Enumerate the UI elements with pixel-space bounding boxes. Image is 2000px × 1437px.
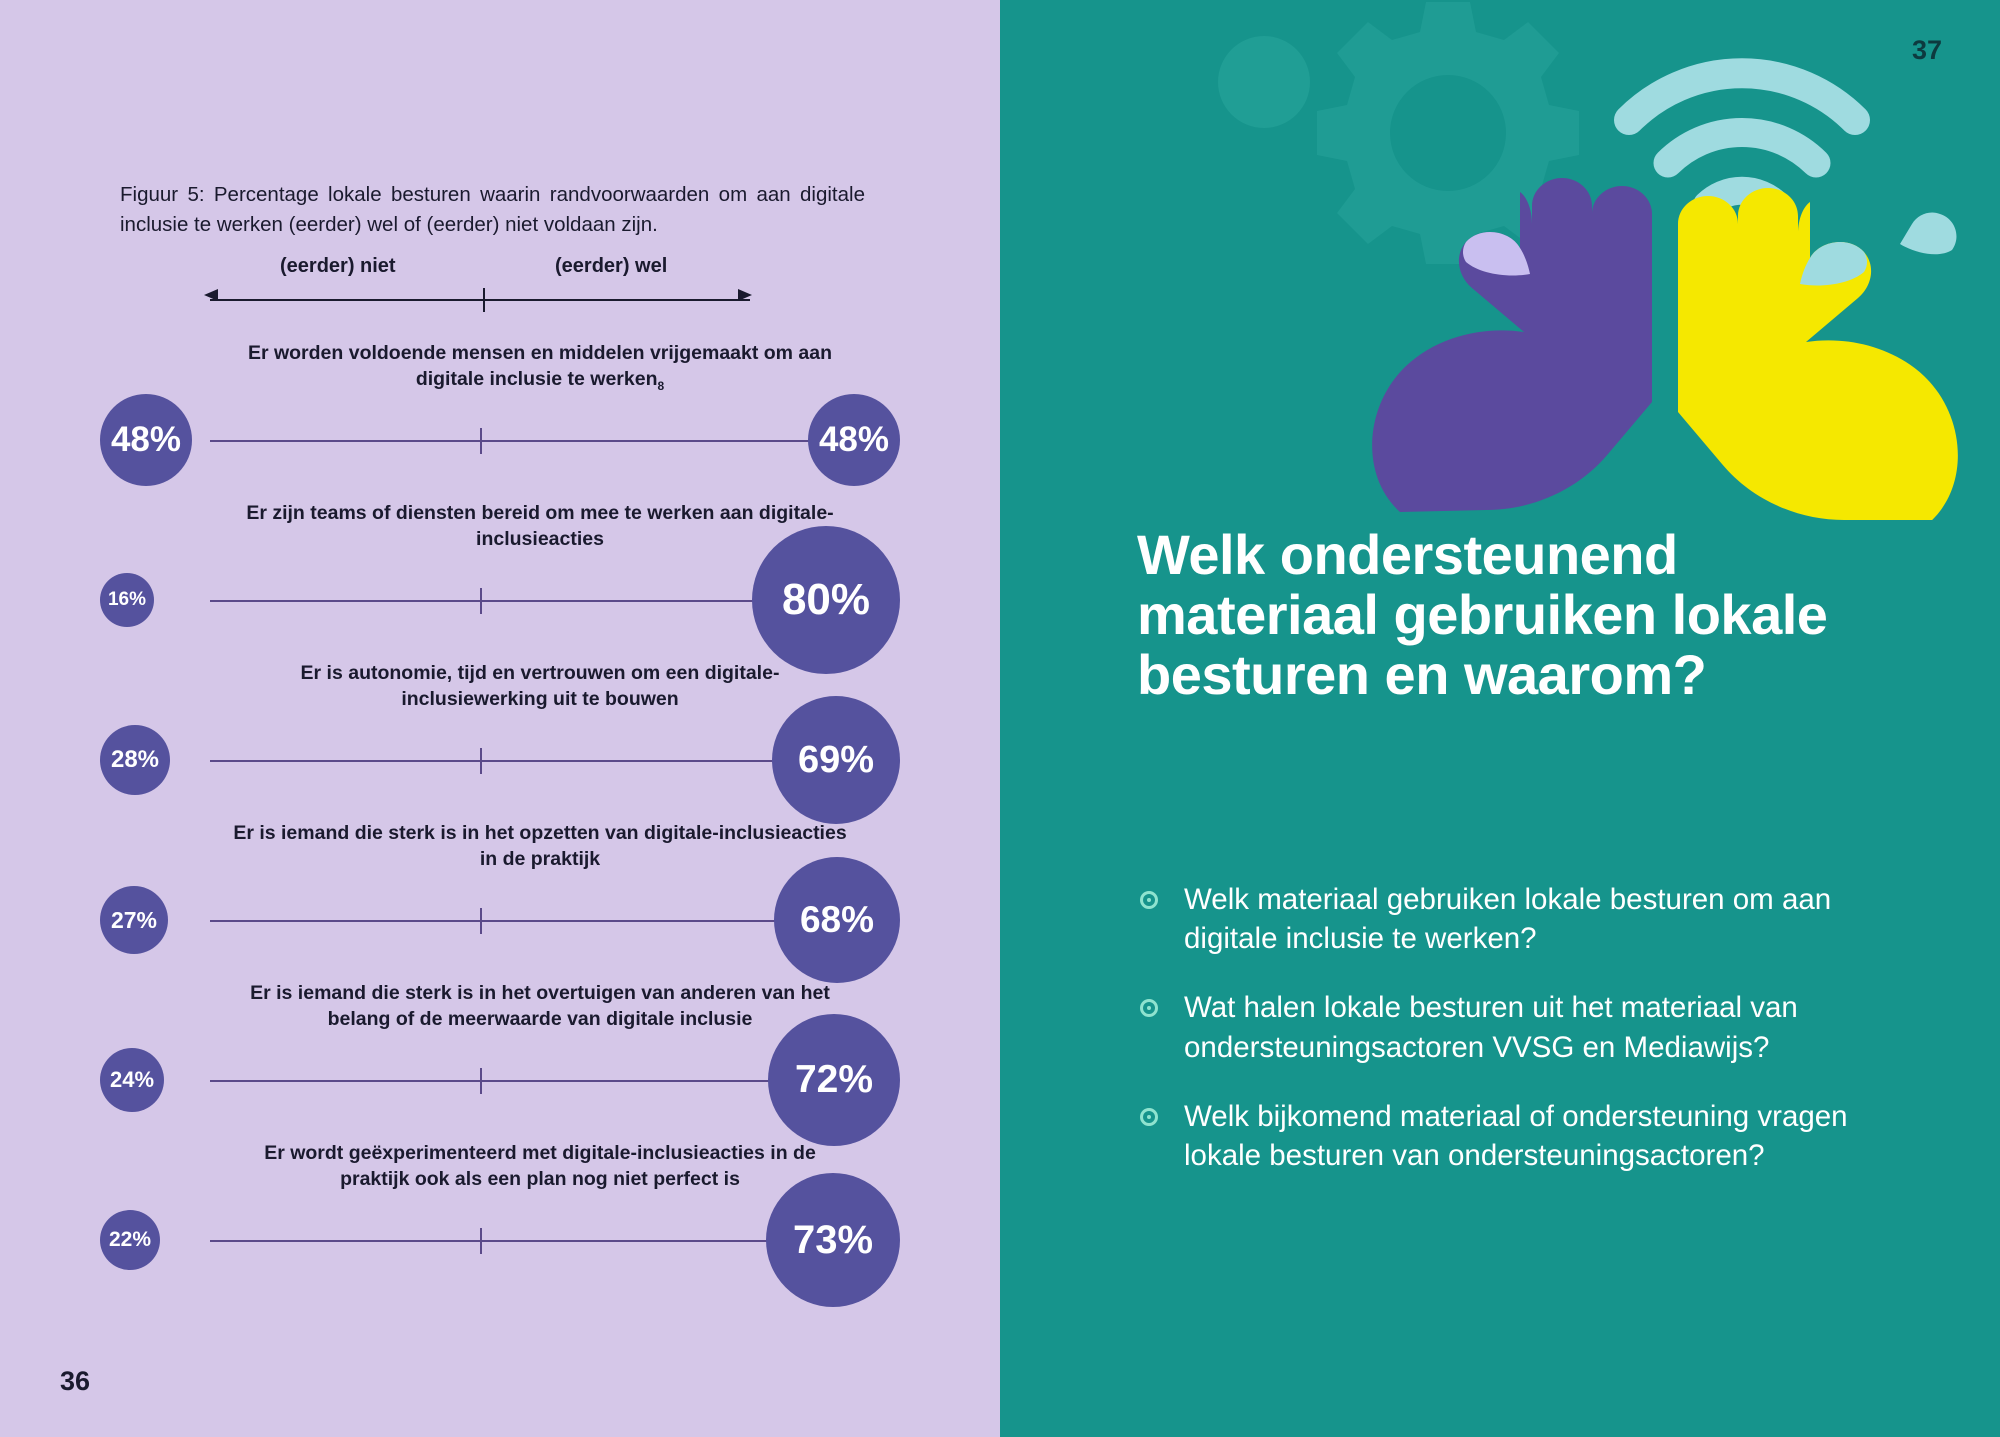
row-center-tick xyxy=(480,908,482,934)
value-bubble-wel: 73% xyxy=(766,1173,900,1307)
value-bubble-wel: 80% xyxy=(752,526,900,674)
scale-label-left: (eerder) niet xyxy=(280,255,396,277)
list-item xyxy=(1140,988,1930,1066)
value-bubble-wel: 68% xyxy=(774,857,900,983)
axis-center-tick xyxy=(483,288,485,312)
value-bubble-wel: 69% xyxy=(772,696,900,824)
row-connector-line xyxy=(210,440,870,442)
row-center-tick xyxy=(480,1068,482,1094)
list-item xyxy=(1140,880,1930,958)
list-item-text: Welk bijkomend materiaal of ondersteuning vragen lokale besturen van ondersteuningsactoren? xyxy=(1184,1099,1848,1173)
bullet-dot-icon xyxy=(1140,891,1158,909)
value-bubble-wel: 48% xyxy=(808,394,900,486)
row-label: Er worden voldoende mensen en middelen vrijgemaakt om aan digitale inclusie te werken$_8$ xyxy=(247,342,833,394)
question-list xyxy=(1140,880,1930,1205)
list-item-text: Wat halen lokale besturen uit het materiaal van ondersteuningsactoren VVSG en Mediawijs? xyxy=(1184,991,1798,1064)
page-number-right: 37 xyxy=(1911,35,1942,65)
bullet-dot-icon xyxy=(1140,999,1158,1017)
row-center-tick xyxy=(480,588,482,614)
right-page xyxy=(1000,0,2000,1437)
row-label: Er wordt geëxperimenteerd met digitale-inclusieacties in de praktijk ook als een plan nog niet perfect is xyxy=(264,1142,816,1191)
list-item-text: Welk materiaal gebruiken lokale besturen om aan digitale inclusie te werken? xyxy=(1184,883,1832,956)
footnote-marker: 8 xyxy=(657,379,665,394)
axis-arrow-left-icon xyxy=(204,289,218,301)
page-title: Welk ondersteunend materiaal gebruiken lokale besturen en waarom? xyxy=(1137,523,1828,706)
row-center-tick xyxy=(480,428,482,454)
chart-row xyxy=(100,500,900,660)
row-center-tick xyxy=(480,748,482,774)
list-item xyxy=(1140,1097,1930,1175)
hands-wifi-illustration xyxy=(1000,0,2000,520)
axis-arrow-right-icon xyxy=(738,289,752,301)
chart-rows xyxy=(100,340,900,1300)
row-label: Er zijn teams of diensten bereid om mee te werken aan digitale-inclusieacties xyxy=(246,502,834,551)
value-bubble-niet: 48% xyxy=(100,394,192,486)
row-label: Er is autonomie, tijd en vertrouwen om een digitale-inclusiewerking uit te bouwen xyxy=(300,662,780,711)
bullet-dot-icon xyxy=(1140,1108,1158,1126)
row-connector-line xyxy=(210,920,870,922)
scale-header xyxy=(190,255,760,315)
chart-row xyxy=(100,980,900,1140)
row-label: Er is iemand die sterk is in het opzetten van digitale-inclusieacties in de praktijk xyxy=(233,822,847,871)
row-center-tick xyxy=(480,1228,482,1254)
scale-label-right: (eerder) wel xyxy=(555,255,668,277)
row-connector-line xyxy=(210,760,870,762)
chart-row xyxy=(100,820,900,980)
figure-caption: Figuur 5: Percentage lokale besturen waarin randvoorwaarden om aan digitale inclusie te werken (eerder) wel of (eerder) niet voldaan zijn. xyxy=(120,183,865,236)
chart-row xyxy=(100,660,900,820)
scale-axis-line xyxy=(210,299,750,301)
row-label: Er is iemand die sterk is in het overtuigen van anderen van het belang of de meerwaarde van digitale inclusie xyxy=(250,982,830,1031)
page-number-left: 36 xyxy=(60,1366,91,1396)
value-bubble-niet: 24% xyxy=(100,1048,164,1112)
value-bubble-niet: 28% xyxy=(100,725,170,795)
value-bubble-niet: 27% xyxy=(100,886,168,954)
value-bubble-wel: 72% xyxy=(768,1014,900,1146)
chart-row xyxy=(100,340,900,500)
value-bubble-niet: 22% xyxy=(100,1210,160,1270)
chart-row xyxy=(100,1140,900,1300)
value-bubble-niet: 16% xyxy=(100,573,154,627)
